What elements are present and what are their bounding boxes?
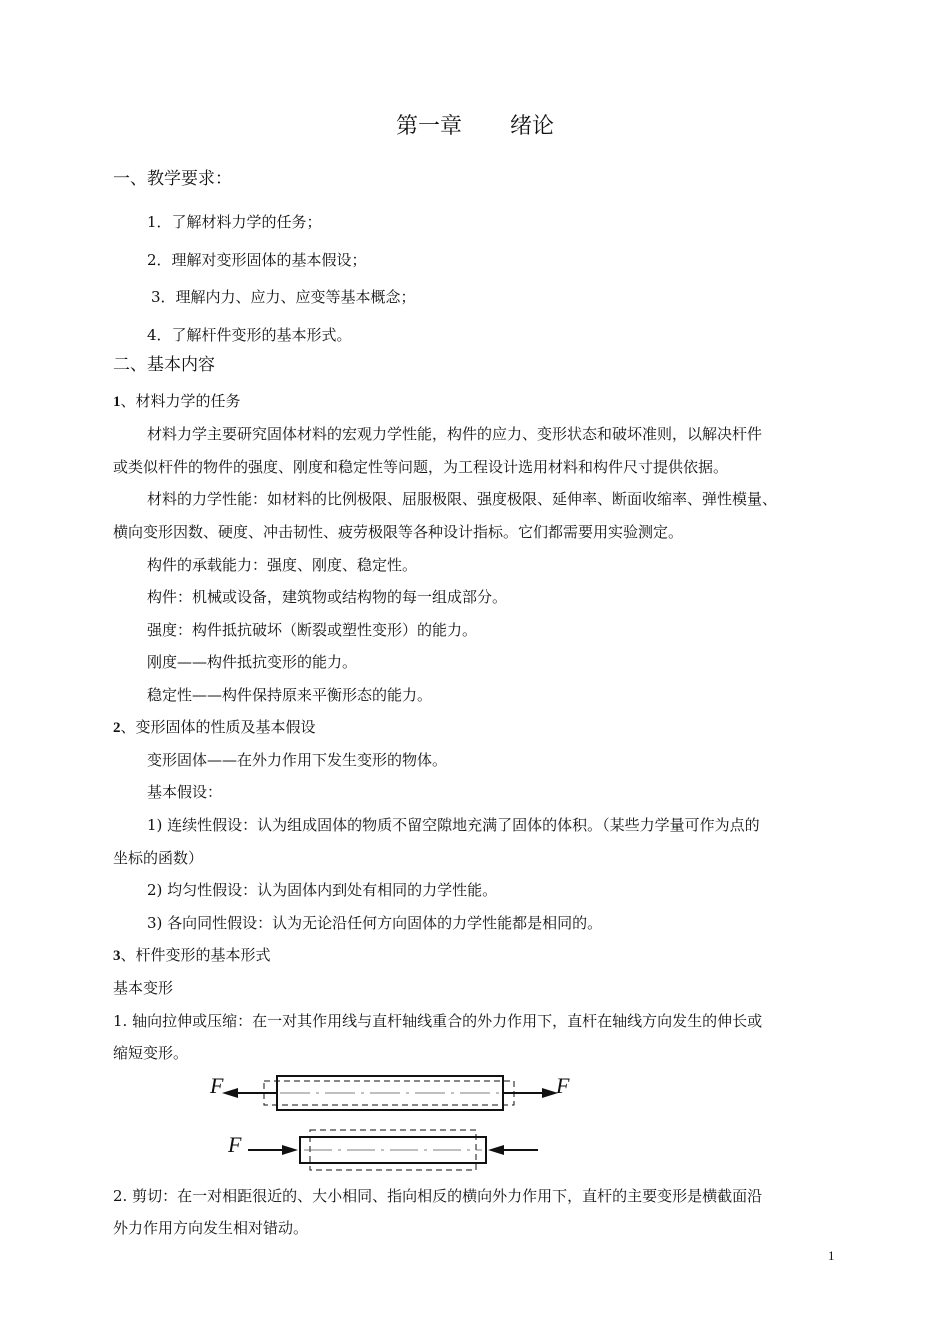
part2-title: 、变形固体的性质及基本假设 xyxy=(120,718,316,736)
assumption-line: 1) 连续性假设：认为组成固体的物质不留空隙地充满了固体的体积。（某些力学量可作为点的 xyxy=(147,816,760,834)
part2-heading xyxy=(113,717,316,738)
paragraph-line: 强度：构件抵抗破坏（断裂或塑性变形）的能力。 xyxy=(147,621,478,639)
part1-number: 1 xyxy=(113,394,121,410)
assumption-line: 3) 各向同性假设：认为无论沿任何方向固体的力学性能都是相同的。 xyxy=(147,914,603,932)
force-label: F xyxy=(210,1073,224,1098)
part3-title: 、杆件变形的基本形式 xyxy=(120,946,271,964)
paragraph-line: 横向变形因数、硬度、冲击韧性、疲劳极限等各种设计指标。它们都需要用实验测定。 xyxy=(113,523,684,541)
right-arrow-icon xyxy=(488,1145,504,1155)
part1-heading xyxy=(113,391,241,412)
paragraph-line: 或类似杆件的物件的强度、刚度和稳定性等问题，为工程设计选用材料和构件尺寸提供依据。 xyxy=(113,458,729,476)
paragraph-line: 变形固体——在外力作用下发生变形的物体。 xyxy=(147,751,448,769)
part3-number: 3 xyxy=(113,948,121,964)
assumption-line: 2) 均匀性假设：认为固体内到处有相同的力学性能。 xyxy=(147,881,498,899)
paragraph-line: 外力作用方向发生相对错动。 xyxy=(113,1219,309,1237)
page-number: 1 xyxy=(828,1248,835,1263)
section-basic-content-heading: 二、基本内容 xyxy=(113,355,215,375)
paragraph-line: 构件：机械或设备，建筑物或结构物的每一组成部分。 xyxy=(147,588,508,606)
subheading: 基本变形 xyxy=(113,979,174,997)
chapter-name: 绪论 xyxy=(510,114,555,139)
paragraph-line: 1. 轴向拉伸或压缩：在一对其作用线与直杆轴线重合的外力作用下，直杆在轴线方向发生的伸长或 xyxy=(113,1012,763,1030)
assumption-line: 坐标的函数） xyxy=(113,849,204,867)
requirement-item: 1．了解材料力学的任务； xyxy=(147,213,322,231)
paragraph-line: 构件的承载能力：强度、刚度、稳定性。 xyxy=(147,556,418,574)
requirement-item: 2．理解对变形固体的基本假设； xyxy=(147,251,367,269)
part2-number: 2 xyxy=(113,720,121,736)
paragraph-line: 材料的力学性能：如材料的比例极限、屈服极限、强度极限、延伸率、断面收缩率、弹性模量、 xyxy=(147,490,778,508)
section-teaching-requirements-heading: 一、教学要求： xyxy=(113,169,232,189)
paragraph-line: 2. 剪切：在一对相距很近的、大小相同、指向相反的横向外力作用下，直杆的主要变形是横截面沿 xyxy=(113,1187,763,1205)
paragraph-line: 稳定性——构件保持原来平衡形态的能力。 xyxy=(147,686,433,704)
chapter-number: 第一章 xyxy=(395,114,462,139)
part3-heading xyxy=(113,945,271,966)
left-arrow-icon xyxy=(282,1145,298,1155)
paragraph-line: 刚度——构件抵抗变形的能力。 xyxy=(147,653,358,671)
part1-title: 、材料力学的任务 xyxy=(120,392,241,410)
tension-diagram xyxy=(200,1068,590,1118)
paragraph-line: 基本假设： xyxy=(147,783,223,801)
left-arrow-icon xyxy=(222,1088,238,1098)
requirement-item: 3．理解内力、应力、应变等基本概念； xyxy=(151,288,416,306)
paragraph-line: 材料力学主要研究固体材料的宏观力学性能，构件的应力、变形状态和破坏准则，以解决杆件 xyxy=(147,425,763,443)
force-label: F xyxy=(228,1132,242,1157)
chapter-title xyxy=(0,112,950,142)
force-label: F xyxy=(556,1073,570,1098)
paragraph-line: 缩短变形。 xyxy=(113,1044,189,1062)
compression-diagram xyxy=(240,1124,550,1176)
requirement-item: 4．了解杆件变形的基本形式。 xyxy=(147,326,352,344)
